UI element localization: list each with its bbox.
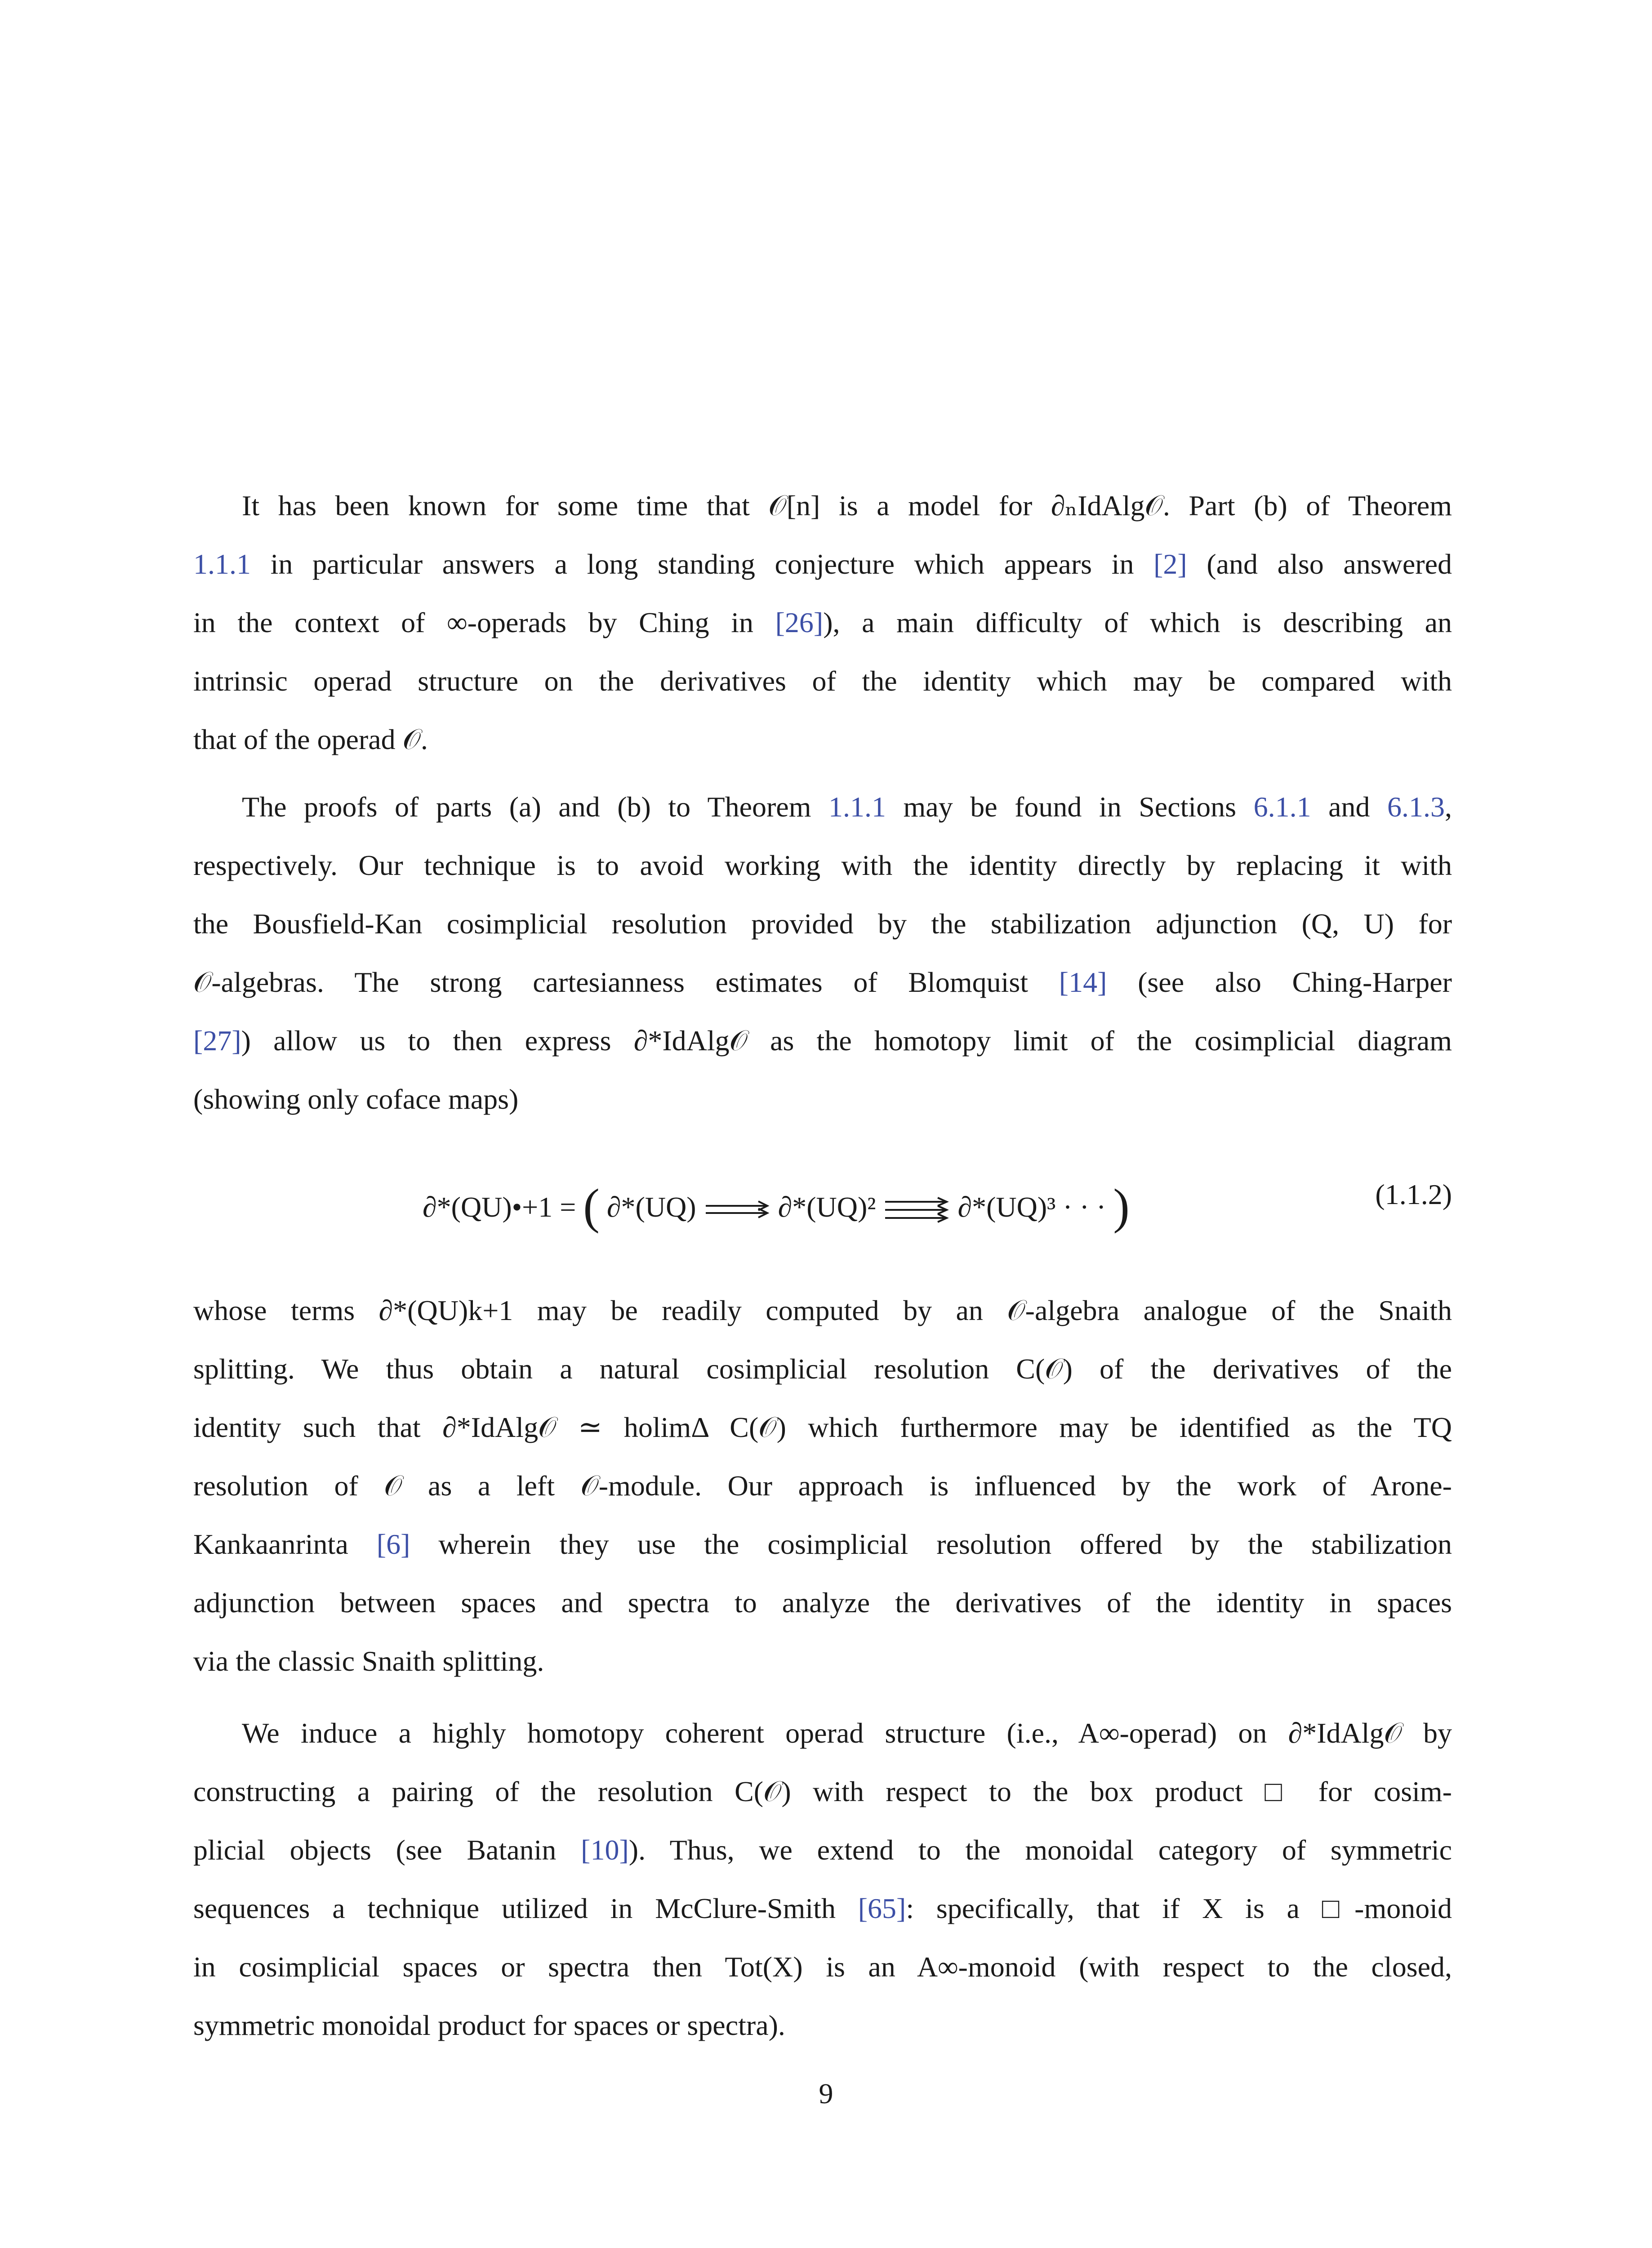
paragraph-3 — [193, 1281, 1452, 1690]
p4-line-5: in cosimplicial spaces or spectra then Tot(X) is an A∞-monoid (with respect to the closed, — [193, 1951, 1452, 1983]
paragraph-2 — [193, 778, 1452, 1128]
paragraph-1 — [193, 477, 1452, 769]
citation-link[interactable]: [14] — [1059, 966, 1107, 998]
p2-line-3: the Bousfield-Kan cosimplicial resolution provided by the stabilization adjunction (Q, U) for — [193, 908, 1452, 940]
p3-line-4: resolution of 𝒪 as a left 𝒪-module. Our approach is influenced by the work of Arone- — [193, 1470, 1452, 1502]
section-ref-link[interactable]: 6.1.1 — [1253, 791, 1311, 823]
page-number: 9 — [819, 2078, 833, 2110]
p1-line-4: intrinsic operad structure on the derivatives of the identity which may be compared with — [193, 665, 1452, 697]
equation-1-1-2 — [193, 1169, 1452, 1232]
citation-link[interactable]: [27] — [193, 1025, 241, 1057]
equation-lhs: ∂*(QU)•+1 = — [423, 1191, 576, 1223]
p2-line-2: respectively. Our technique is to avoid working with the identity directly by replacing it with — [193, 849, 1452, 881]
p1-line-5: that of the operad 𝒪. — [193, 723, 428, 755]
theorem-ref-link[interactable]: 1.1.1 — [193, 548, 251, 580]
p3-line-1: whose terms ∂*(QU)k+1 may be readily computed by an 𝒪-algebra analogue of the Snaith — [193, 1294, 1452, 1326]
citation-link[interactable]: [10] — [581, 1834, 629, 1866]
p2-line-4: 𝒪-algebras. The strong cartesianness estimates of Blomquist [14] (see also Ching-Harper — [193, 966, 1452, 998]
equation-number: (1.1.2) — [1375, 1178, 1452, 1210]
p4-line-6: symmetric monoidal product for spaces or spectra). — [193, 2009, 785, 2041]
p3-line-6: adjunction between spaces and spectra to analyze the derivatives of the identity in spaces — [193, 1587, 1452, 1619]
p1-line-3: in the context of ∞-operads by Ching in [26]), a main difficulty of which is describing an — [193, 607, 1452, 638]
p3-line-2: splitting. We thus obtain a natural cosimplicial resolution C(𝒪) of the derivatives of the — [193, 1353, 1452, 1385]
p1-line-2: 1.1.1 in particular answers a long standing conjecture which appears in [2] (and also answered — [193, 548, 1452, 580]
p2-line-1: The proofs of parts (a) and (b) to Theorem 1.1.1 may be found in Sections 6.1.1 and 6.1.3, — [242, 791, 1452, 823]
theorem-ref-link[interactable]: 1.1.1 — [828, 791, 886, 823]
p1-line-1: It has been known for some time that 𝒪[n] is a model for ∂ₙIdAlg𝒪. Part (b) of Theorem — [242, 490, 1452, 522]
p3-line-7: via the classic Snaith splitting. — [193, 1645, 544, 1677]
double-arrow-icon — [704, 1199, 771, 1221]
equation-body — [423, 1178, 1130, 1235]
p2-line-5: [27]) allow us to then express ∂*IdAlg𝒪 as the homotopy limit of the cosimplicial diagram — [193, 1025, 1452, 1057]
paragraph-4 — [193, 1704, 1452, 2055]
p4-line-4: sequences a technique utilized in McClure-Smith [65]: specifically, that if X is a □-monoid — [193, 1892, 1452, 1924]
citation-link[interactable]: [26] — [775, 607, 824, 638]
p3-line-5: Kankaanrinta [6] wherein they use the cosimplicial resolution offered by the stabilization — [193, 1528, 1452, 1560]
p4-line-2: constructing a pairing of the resolution C(𝒪) with respect to the box product □ for cosim- — [193, 1775, 1452, 1807]
citation-link[interactable]: [65] — [858, 1892, 906, 1924]
citation-link[interactable]: [6] — [376, 1528, 410, 1560]
section-ref-link[interactable]: 6.1.3 — [1387, 791, 1445, 823]
left-paren: ( — [583, 1179, 600, 1234]
right-paren: ) — [1113, 1179, 1130, 1234]
equation-term-1: ∂*(UQ) — [606, 1191, 696, 1223]
p3-line-3: identity such that ∂*IdAlg𝒪 ≃ holimΔ C(𝒪) which furthermore may be identified as the TQ — [193, 1411, 1452, 1443]
equation-term-2: ∂*(UQ)² — [778, 1191, 876, 1223]
citation-link[interactable]: [2] — [1153, 548, 1187, 580]
p4-line-3: plicial objects (see Batanin [10]). Thus, we extend to the monoidal category of symmetric — [193, 1834, 1452, 1866]
triple-arrow-icon — [883, 1196, 950, 1223]
p4-line-1: We induce a highly homotopy coherent operad structure (i.e., A∞-operad) on ∂*IdAlg𝒪 by — [242, 1717, 1452, 1749]
equation-term-3: ∂*(UQ)³ · · · — [957, 1191, 1106, 1223]
p2-line-6: (showing only coface maps) — [193, 1083, 519, 1115]
